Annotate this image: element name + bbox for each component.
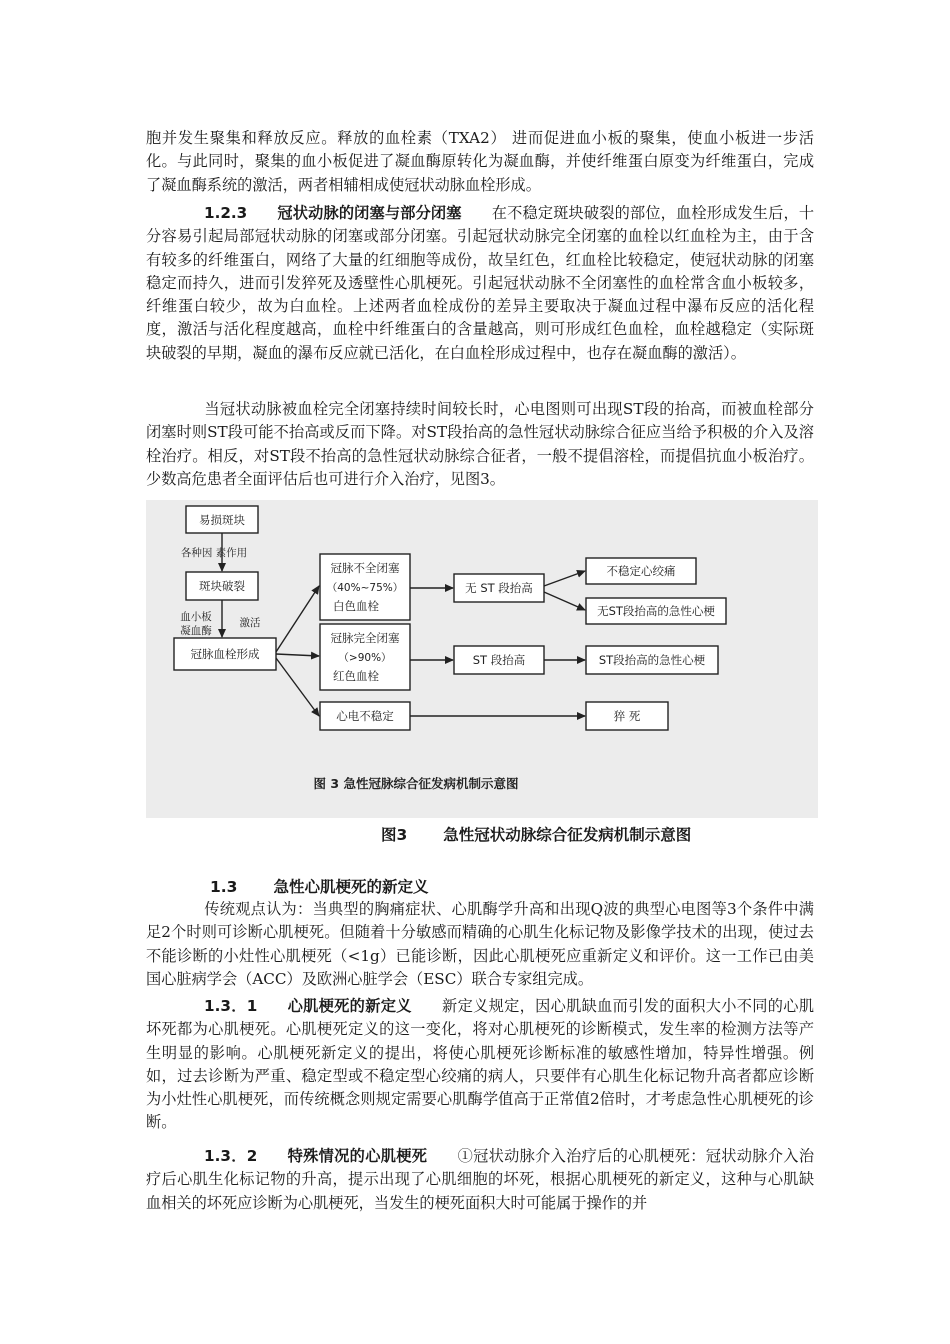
node-partial-line1: 冠脉不全闭塞 xyxy=(330,561,400,575)
section-1-2-3 xyxy=(146,202,814,365)
section-1-3-1-title: 心肌梗死的新定义 xyxy=(287,997,412,1015)
node-st-elevation: ST 段抬高 xyxy=(472,653,526,667)
figure-3-diagram xyxy=(146,500,818,818)
figure-3-caption xyxy=(381,823,691,845)
figure-3-caption-title: 急性冠状动脉综合征发病机制示意图 xyxy=(443,826,692,844)
section-1-3-1-text: 新定义规定，因心肌缺血而引发的面积大小不同的心肌坏死都为心肌梗死。心肌梗死定义的这一变化，将对心肌梗死的诊断模式，发生率的检测方法等产生明显的影响。心肌梗死新定义的提出，将使心肌梗死诊断标准的敏感性增加，特异性增强。例如，过去诊断为严重、稳定型或不稳定型心绞痛的病人，只要伴有心肌生化标记物升高者都应诊断为小灶性心肌梗死，而传统概念则规定需要心肌酶学值高于正常值2倍时，才考虑急性心肌梗死的诊断。 xyxy=(146,997,815,1132)
node-full-line2: （>90%） xyxy=(338,652,392,664)
paragraph-st-segment xyxy=(146,398,814,491)
section-1-3-heading xyxy=(210,875,428,897)
section-1-3-title: 急性心肌梗死的新定义 xyxy=(273,878,429,896)
section-1-2-3-text: 在不稳定斑块破裂的部位，血栓形成发生后，十分容易引起局部冠状动脉的闭塞或部分闭塞。引起冠状动脉完全闭塞的血栓以红血栓为主，由于含有较多的纤维蛋白，网络了大量的红细胞等成份，故呈红色，红血栓比较稳定，使冠状动脉的闭塞稳定而持久，进而引发猝死及透壁性心肌梗死。引起冠状动脉不全闭塞性的血栓常含血小板较多，纤维蛋白较少，故为白血栓。上述两者血栓成份的差异主要取决于凝血过程中瀑布反应的活化程度，激活与活化程度越高，血栓中纤维蛋白的含量越高，则可形成红色血栓，血栓越稳定（实际斑块破裂的早期，凝血的瀑布反应就已活化，在白血栓形成过程中，也存在凝血酶的激活）。 xyxy=(146,204,815,362)
node-partial-line3: 白色血栓 xyxy=(333,599,379,613)
section-1-3-1-number: 1.3．1 xyxy=(204,997,258,1015)
arrow-thrombus-to-partial xyxy=(276,586,319,652)
node-full-line1: 冠脉完全闭塞 xyxy=(330,631,400,645)
label-thrombin: 凝血酶 xyxy=(180,625,212,637)
paragraph-thrombus-activation: 胞并发生聚集和释放反应。释放的血栓素（TXA2） 进而促进血小板的聚集，使血小板进一步活化。与此同时，聚集的血小板促进了凝血酶原转化为凝血酶，并使纤维蛋白原变为纤维蛋白，完成了凝血酶系统的激活，两者相辅相成使冠状动脉血栓形成。 xyxy=(146,129,814,194)
section-1-2-3-title: 冠状动脉的闭塞与部分闭塞 xyxy=(277,204,462,222)
arrow-thrombus-to-complete xyxy=(276,654,319,656)
section-1-3-1 xyxy=(146,995,814,1135)
section-1-3-2-text: ①冠状动脉介入治疗后的心肌梗死：冠状动脉介入治疗后心肌生化标记物的升高，提示出现了心肌细胞的坏死，根据心肌梗死的新定义，这种与心肌缺血相关的坏死应诊断为心肌梗死，当发生的梗死面积大时可能属于操作的并 xyxy=(146,1147,815,1212)
node-stemi: ST段抬高的急性心梗 xyxy=(598,653,706,667)
section-1-3-number: 1.3 xyxy=(210,878,238,896)
arrow-thrombus-to-unstable-ecg xyxy=(276,658,319,716)
node-partial-line2: （40%~75%） xyxy=(326,582,404,594)
node-full-line3: 红色血栓 xyxy=(333,669,379,683)
node-nstemi: 无ST段抬高的急性心梗 xyxy=(597,604,715,618)
node-sudden-death: 猝 死 xyxy=(613,709,641,723)
figure-inner-caption: 图 3 急性冠脉综合征发病机制示意图 xyxy=(313,776,519,791)
label-activate: 激活 xyxy=(239,617,261,629)
node-unstable-ecg: 心电不稳定 xyxy=(336,709,394,723)
arrow-no-st-to-nstemi xyxy=(544,592,585,610)
section-1-3-body xyxy=(146,898,814,991)
paragraph-st-segment-text: 当冠状动脉被血栓完全闭塞持续时间较长时，心电图则可出现ST段的抬高，而被血栓部分闭塞时则ST段可能不抬高或反而下降。对ST段抬高的急性冠状动脉综合征应当给予积极的介入及溶栓治疗。相反，对ST段不抬高的急性冠状动脉综合征者，一般不提倡溶栓，而提倡抗血小板治疗。少数高危患者全面评估后也可进行介入治疗，见图3。 xyxy=(146,400,814,488)
label-platelet: 血小板 xyxy=(180,611,212,623)
section-1-3-text: 传统观点认为：当典型的胸痛症状、心肌酶学升高和出现Q波的典型心电图等3个条件中满足2个时则可诊断心肌梗死。但随着十分敏感而精确的心肌生化标记物及影像学技术的出现，使过去不能诊断的小灶性心肌梗死（<1g）已能诊断，因此心肌梗死应重新定义和评价。这一工作已由美国心脏病学会（ACC）及欧洲心脏学会（ESC）联合专家组完成。 xyxy=(146,900,814,988)
label-various-factors: 各种因 素作用 xyxy=(180,547,248,559)
arrow-no-st-to-ua xyxy=(544,571,585,586)
node-plaque-rupture: 斑块破裂 xyxy=(199,579,245,593)
node-unstable-angina: 不稳定心绞痛 xyxy=(606,564,676,578)
section-1-3-2-title: 特殊情况的心肌梗死 xyxy=(287,1147,428,1165)
figure-3-caption-label: 图3 xyxy=(381,826,408,844)
section-1-3-2-number: 1.3．2 xyxy=(204,1147,258,1165)
section-1-2-3-number: 1.2.3 xyxy=(204,204,248,222)
section-1-3-2 xyxy=(146,1145,814,1215)
node-no-st-elevation: 无 ST 段抬高 xyxy=(465,581,533,595)
node-coronary-thrombus: 冠脉血栓形成 xyxy=(190,647,260,661)
node-vulnerable-plaque: 易损斑块 xyxy=(199,513,245,527)
